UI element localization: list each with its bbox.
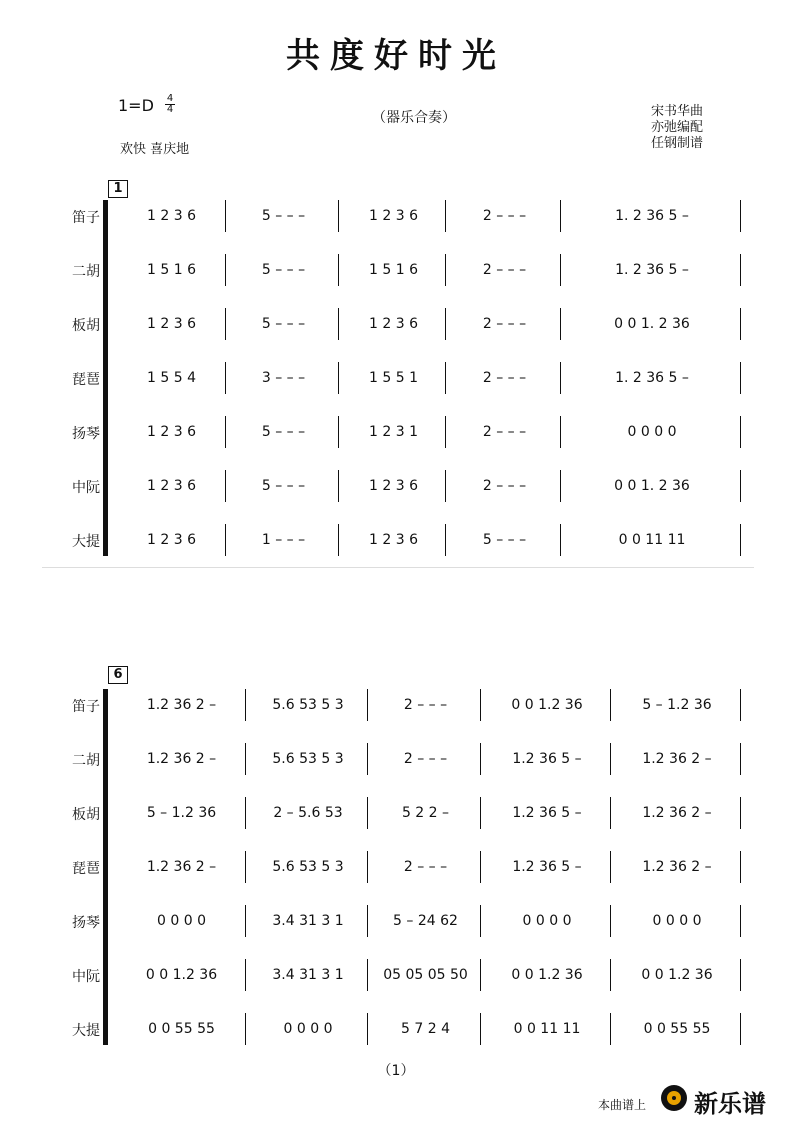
measure: 0 0 1. 2 36 [614,478,690,494]
measure: 1 2 3 6 [369,532,418,548]
barline [740,959,741,991]
measure: 5.6 53 5 3 [272,751,344,767]
measure: 1 – – – [261,532,306,548]
barline [445,200,446,232]
measure: 5 7 2 4 [401,1021,450,1037]
measure: 1 5 1 6 [369,262,418,278]
instrument-label: 板胡 [72,318,100,334]
barline [245,851,246,883]
measure: 1.2 36 5 – [512,859,582,875]
barline [740,905,741,937]
barline [610,689,611,721]
barline [338,470,339,502]
barline [245,905,246,937]
barline [740,362,741,394]
barline [225,470,226,502]
barline [560,200,561,232]
measure: 2 – – – [482,424,527,440]
measure: 1 2 3 1 [369,424,418,440]
measure: 0 0 0 0 [522,913,572,929]
system-bracket [103,200,108,556]
measure: 1.2 36 5 – [512,805,582,821]
barline [740,743,741,775]
measure: 2 – – – [482,370,527,386]
instrument-label: 大提 [72,534,100,550]
barline [560,308,561,340]
barline [480,905,481,937]
barline [338,254,339,286]
barline [610,1013,611,1045]
barline [367,1013,368,1045]
barline [367,851,368,883]
credit-composer: 宋书华曲 [651,104,704,119]
measure: 1 5 1 6 [147,262,196,278]
instrument-label: 中阮 [72,969,100,985]
measure: 5 – – – [261,316,306,332]
measure: 5 2 2 – [401,805,450,821]
instrument-label: 扬琴 [72,915,100,931]
barline [740,308,741,340]
barline [245,959,246,991]
measure: 1 2 3 6 [369,208,418,224]
measure: 1.2 36 2 – [642,805,712,821]
credit-transcriber: 任钢制谱 [651,136,704,151]
measure: 5 – – – [261,262,306,278]
system-divider [42,567,754,568]
measure: 0 0 1.2 36 [145,967,218,983]
barline [560,416,561,448]
barline [245,689,246,721]
measure: 1.2 36 2 – [146,697,217,713]
measure: 5.6 53 5 3 [272,859,344,875]
measure: 1.2 36 2 – [642,859,712,875]
barline [245,743,246,775]
measure: 2 – 5.6 53 [273,805,343,821]
instrument-label: 扬琴 [72,426,100,442]
measure: 1 5 5 1 [369,370,418,386]
measure: 05 05 05 50 [383,967,468,983]
measure: 1 2 3 6 [147,424,196,440]
barline [480,959,481,991]
measure: 0 0 1.2 36 [511,967,583,983]
measure: 1.2 36 2 – [642,751,712,767]
barline [740,254,741,286]
barline [445,416,446,448]
measure: 0 0 0 0 [627,424,677,440]
measure: 0 0 11 11 [618,532,686,548]
barline [560,254,561,286]
barline [610,851,611,883]
instrument-label: 琵琶 [72,372,100,388]
key-signature: 1=D [118,96,154,115]
instrument-label: 笛子 [72,699,100,715]
barline [338,416,339,448]
instrument-label: 板胡 [72,807,100,823]
barline [560,470,561,502]
measure: 5 – 24 62 [393,913,458,929]
measure: 5 – – – [261,478,306,494]
rehearsal-mark: 1 [108,180,128,198]
measure: 1. 2 36 5 – [615,370,689,386]
measure: 2 – – – [482,316,527,332]
measure: 1 2 3 6 [147,316,196,332]
instrument-label: 二胡 [72,753,100,769]
subtitle: （器乐合奏） [372,110,456,126]
barline [367,905,368,937]
measure: 1.2 36 2 – [146,859,217,875]
measure: 1. 2 36 5 – [615,262,689,278]
measure: 3 – – – [261,370,306,386]
measure: 0 0 0 0 [652,913,702,929]
time-signature [165,94,175,115]
measure: 0 0 11 11 [513,1021,581,1037]
time-sig-top: 4 [166,93,174,104]
measure: 0 0 0 0 [157,913,206,929]
barline [480,743,481,775]
time-sig-bottom: 4 [166,104,174,115]
barline [367,797,368,829]
barline [225,362,226,394]
instrument-label: 笛子 [72,210,100,226]
measure: 1 2 3 6 [147,478,196,494]
barline [338,362,339,394]
measure: 2 – – – [482,262,527,278]
barline [740,797,741,829]
barline [367,959,368,991]
barline [445,308,446,340]
barline [480,1013,481,1045]
barline [610,797,611,829]
instrument-label: 琵琶 [72,861,100,877]
measure: 5 – – – [261,424,306,440]
barline [338,200,339,232]
measure: 1 2 3 6 [369,316,418,332]
barline [740,470,741,502]
score-title: 共度好时光 [286,36,506,76]
measure: 3.4 31 3 1 [272,913,344,929]
barline [610,959,611,991]
record-logo-icon [660,1084,688,1112]
footer-text: 本曲谱上 [598,1098,647,1112]
rehearsal-mark: 6 [108,666,128,684]
tempo-marking: 欢快 喜庆地 [120,142,190,157]
measure: 1.2 36 5 – [512,751,582,767]
barline [225,254,226,286]
instrument-label: 二胡 [72,264,100,280]
barline [740,851,741,883]
measure: 5.6 53 5 3 [272,697,344,713]
barline [480,797,481,829]
barline [445,362,446,394]
barline [367,743,368,775]
barline [480,689,481,721]
system-bracket [103,689,108,1045]
barline [445,470,446,502]
barline [445,254,446,286]
barline [610,905,611,937]
measure: 2 – – – [482,478,527,494]
barline [225,308,226,340]
barline [225,524,226,556]
barline [480,851,481,883]
measure: 5 – 1.2 36 [642,697,712,713]
measure: 2 – – – [403,751,448,767]
measure: 1 2 3 6 [147,532,196,548]
barline [740,524,741,556]
barline [367,689,368,721]
barline [338,524,339,556]
measure: 0 0 1. 2 36 [614,316,690,332]
barline [225,416,226,448]
instrument-label: 中阮 [72,480,100,496]
barline [245,1013,246,1045]
barline [610,743,611,775]
measure: 5 – – – [261,208,306,224]
barline [245,797,246,829]
measure: 0 0 55 55 [643,1021,711,1037]
barline [560,362,561,394]
measure: 0 0 0 0 [283,1021,333,1037]
barline [560,524,561,556]
measure: 0 0 1.2 36 [641,967,713,983]
barline [740,416,741,448]
instrument-label: 大提 [72,1023,100,1039]
footer-logo-text: 新乐谱 [694,1090,766,1118]
measure: 1.2 36 2 – [146,751,217,767]
page-number: （1） [377,1063,415,1079]
barline [740,1013,741,1045]
measure: 1 2 3 6 [147,208,196,224]
measure: 1 2 3 6 [369,478,418,494]
measure: 5 – 1.2 36 [146,805,217,821]
barline [740,200,741,232]
barline [740,689,741,721]
credit-arranger: 亦弛编配 [651,120,704,135]
measure: 5 – – – [482,532,527,548]
measure: 1. 2 36 5 – [615,208,689,224]
measure: 2 – – – [482,208,527,224]
barline [445,524,446,556]
barline [225,200,226,232]
measure: 0 0 1.2 36 [511,697,583,713]
measure: 3.4 31 3 1 [272,967,344,983]
barline [338,308,339,340]
measure: 2 – – – [403,859,448,875]
measure: 2 – – – [403,697,448,713]
measure: 1 5 5 4 [147,370,196,386]
measure: 0 0 55 55 [148,1021,215,1037]
